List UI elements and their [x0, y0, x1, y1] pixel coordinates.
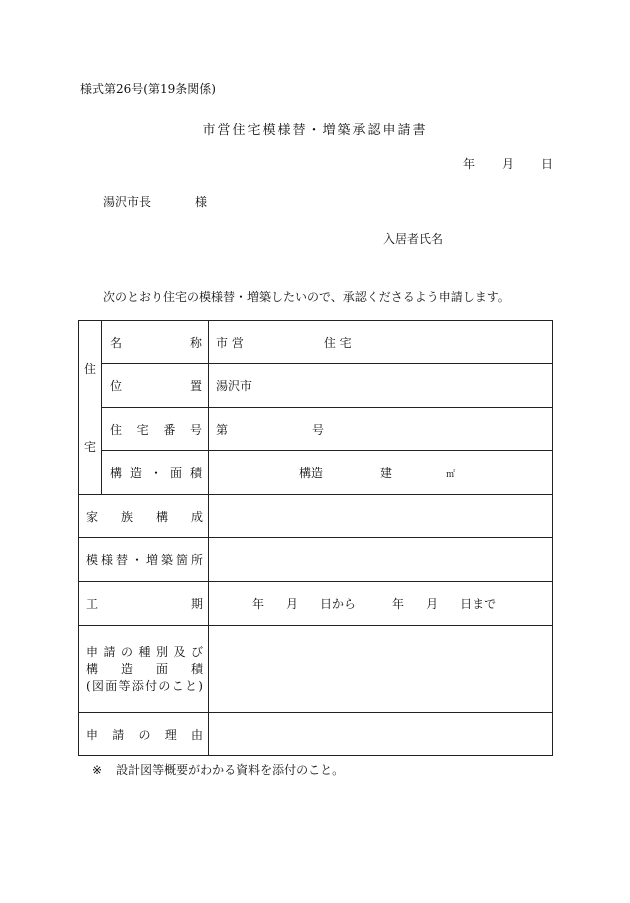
value-name-prefix: 市 営 [216, 335, 244, 350]
table-row-name [79, 321, 553, 364]
table-row-reason [79, 713, 553, 756]
addressee-honorific: 様 [195, 195, 208, 209]
table-row-location [79, 364, 553, 408]
applicant-name-label: 入居者氏名 [383, 232, 444, 246]
value-name-suffix: 住 宅 [323, 335, 352, 350]
table-row-structure-area [79, 451, 553, 495]
label-reason: 申請の理由 [79, 713, 209, 756]
value-building: 建 [380, 466, 393, 480]
period-end-year: 年 [392, 597, 405, 611]
period-end-day: 日まで [460, 597, 497, 611]
value-house-number-prefix: 第 [216, 422, 229, 437]
period-start-month: 月 [286, 597, 299, 611]
value-type-structure[interactable] [209, 626, 553, 713]
intro-text: 次のとおり住宅の模様替・増築したいので、承認くださるよう申請します。 [103, 290, 510, 304]
value-structure: 構造 [299, 466, 324, 480]
value-period[interactable] [209, 582, 553, 626]
label-family: 家族構成 [79, 495, 209, 538]
table-row-type-structure [79, 626, 553, 713]
value-area-unit: ㎡ [446, 470, 456, 480]
date-month: 月 [502, 157, 515, 171]
label-structure-area: 構造・面積 [102, 451, 209, 495]
label-location: 位置 [102, 364, 209, 408]
group-label-bottom: 宅 [83, 439, 96, 454]
footnote [92, 761, 344, 778]
label-type-structure-line3: (図面等添付のこと) [86, 678, 203, 693]
value-name[interactable] [209, 321, 553, 364]
period-end-month: 月 [426, 597, 439, 611]
period-start-year: 年 [252, 597, 265, 611]
label-type-structure-line1: 申請の種別及び [86, 644, 203, 659]
application-table [78, 320, 553, 756]
group-label-top: 住 [83, 361, 96, 376]
table-row-house-number [79, 408, 553, 451]
form-number: 様式第26号(第19条関係) [80, 82, 216, 96]
value-structure-area[interactable] [209, 451, 553, 495]
table-row-family [79, 495, 553, 538]
value-house-number[interactable] [209, 408, 553, 451]
date-year: 年 [463, 157, 476, 171]
date-line [463, 155, 553, 172]
note-mark: ※ [92, 763, 103, 777]
value-family[interactable] [209, 495, 553, 538]
document-title: 市営住宅模様替・増築承認申請書 [202, 123, 428, 138]
label-house-number: 住宅番号 [102, 408, 209, 451]
value-location[interactable]: 湯沢市 [209, 364, 553, 408]
table-row-alteration-part [79, 538, 553, 582]
label-type-structure-line2: 構造面積 [86, 661, 203, 676]
value-house-number-suffix: 号 [312, 422, 325, 437]
label-type-structure [79, 626, 209, 713]
table-row-period [79, 582, 553, 626]
period-start-day: 日から [320, 597, 357, 611]
label-alteration-part: 模様替・増築箇所 [79, 538, 209, 582]
addressee-name: 湯沢市長 [103, 195, 152, 209]
group-label-house [79, 321, 102, 495]
value-alteration-part[interactable] [209, 538, 553, 582]
note-text: 設計図等概要がわかる資料を添付のこと。 [116, 763, 345, 777]
value-reason[interactable] [209, 713, 553, 756]
addressee [103, 193, 207, 210]
label-name: 名称 [102, 321, 209, 364]
date-day: 日 [541, 157, 554, 171]
label-period: 工期 [79, 582, 209, 626]
